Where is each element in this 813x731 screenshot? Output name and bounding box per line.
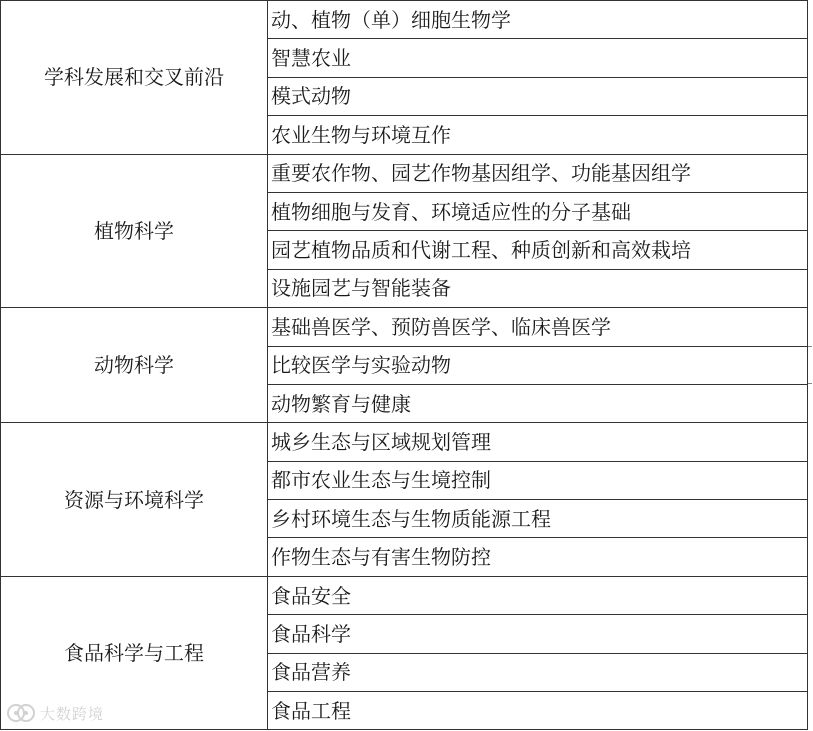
subfield-cell	[268, 576, 808, 614]
table-row	[1, 423, 808, 461]
subfield-cell	[268, 500, 808, 538]
watermark-logo-icon	[6, 701, 36, 725]
subfield-cell	[268, 308, 808, 346]
subfield-label: 食品营养	[271, 660, 351, 685]
category-label: 资源与环境科学	[64, 487, 204, 512]
subfield-cell	[268, 461, 808, 499]
subfield-label: 比较医学与实验动物	[271, 353, 451, 378]
category-label: 植物科学	[94, 218, 174, 243]
subfield-label: 园艺植物品质和代谢工程、种质创新和高效栽培	[271, 238, 691, 263]
subfield-label: 重要农作物、园艺作物基因组学、功能基因组学	[271, 161, 691, 186]
subfield-label: 作物生态与有害生物防控	[271, 545, 491, 570]
subfield-cell	[268, 116, 808, 154]
subfield-label: 模式动物	[271, 84, 351, 109]
watermark-text: 大数跨境	[40, 704, 105, 723]
watermark	[6, 701, 104, 725]
subfield-cell	[268, 269, 808, 307]
subfield-cell	[268, 384, 808, 422]
category-cell	[1, 1, 268, 155]
subfield-cell	[268, 154, 808, 192]
subfield-label: 都市农业生态与生境控制	[271, 468, 491, 493]
subfield-label: 基础兽医学、预防兽医学、临床兽医学	[271, 314, 611, 339]
subfield-cell	[268, 1, 808, 39]
subfield-label: 食品工程	[271, 698, 351, 723]
subfield-label: 食品安全	[271, 583, 351, 608]
subfield-cell	[268, 423, 808, 461]
table-row	[1, 576, 808, 614]
subfield-cell	[268, 39, 808, 77]
subfield-label: 乡村环境生态与生物质能源工程	[271, 506, 551, 531]
category-cell	[1, 308, 268, 423]
subfield-label: 动物繁育与健康	[271, 391, 411, 416]
subfield-label: 城乡生态与区域规划管理	[271, 429, 491, 454]
subfield-cell	[268, 231, 808, 269]
table-row	[1, 154, 808, 192]
edge-tick	[808, 383, 812, 384]
category-label: 食品科学与工程	[64, 641, 204, 666]
subfield-label: 农业生物与环境互作	[271, 122, 451, 147]
category-cell	[1, 154, 268, 308]
table-row	[1, 1, 808, 39]
subfield-label: 动、植物（单）细胞生物学	[271, 7, 511, 32]
subfield-cell	[268, 192, 808, 230]
category-label: 动物科学	[94, 353, 174, 378]
subfield-label: 食品科学	[271, 621, 351, 646]
category-cell	[1, 423, 268, 577]
category-label: 学科发展和交叉前沿	[44, 65, 224, 90]
subfield-cell	[268, 538, 808, 576]
subfield-cell	[268, 692, 808, 730]
subfield-label: 植物细胞与发育、环境适应性的分子基础	[271, 199, 631, 224]
subfield-cell	[268, 615, 808, 653]
subfield-cell	[268, 653, 808, 691]
subfield-label: 智慧农业	[271, 46, 351, 71]
subfield-label: 设施园艺与智能装备	[271, 276, 451, 301]
table-row	[1, 308, 808, 346]
edge-tick	[808, 346, 812, 347]
subfield-cell	[268, 77, 808, 115]
subfield-cell	[268, 346, 808, 384]
